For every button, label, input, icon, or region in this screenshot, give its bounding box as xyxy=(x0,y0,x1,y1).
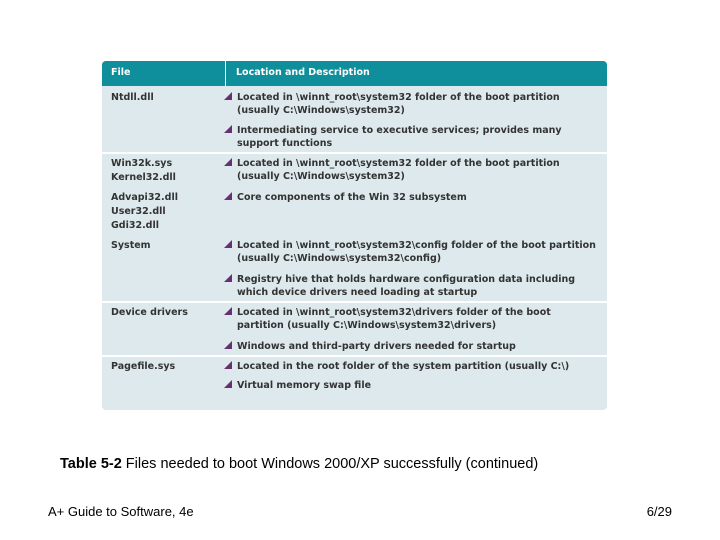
caption-text: Files needed to boot Windows 2000/XP successfully (continued) xyxy=(121,456,539,472)
files-table xyxy=(102,61,607,410)
triangle-bullet-icon xyxy=(224,341,232,349)
footer-page-number: 6/29 xyxy=(646,504,672,519)
row-divider xyxy=(102,152,607,154)
header-divider xyxy=(225,61,226,86)
header-file: File xyxy=(111,67,131,78)
table-row-file: Pagefile.sys xyxy=(111,361,176,372)
triangle-bullet-icon xyxy=(224,274,232,282)
table-row-item: Located in the root folder of the system partition (usually C:\) xyxy=(237,360,597,373)
caption-label: Table 5-2 xyxy=(60,456,122,472)
table-row-item: Intermediating service to executive services; provides many support functions xyxy=(237,124,597,150)
table-row-item: Located in \winnt_root\system32\drivers folder of the boot partition (usually C:\Windows\system32\drivers) xyxy=(237,306,597,332)
table-row-file: Gdi32.dll xyxy=(111,220,159,231)
table-row-item: Located in \winnt_root\system32 folder of the boot partition (usually C:\Windows\system32) xyxy=(237,157,597,183)
table-row-item: Registry hive that holds hardware configuration data including which device drivers need loading at startup xyxy=(237,273,597,299)
triangle-bullet-icon xyxy=(224,307,232,315)
triangle-bullet-icon xyxy=(224,380,232,388)
row-divider xyxy=(102,301,607,303)
table-row-item: Windows and third-party drivers needed for startup xyxy=(237,340,597,353)
table-row-file: Kernel32.dll xyxy=(111,172,176,183)
table-row-item: Core components of the Win 32 subsystem xyxy=(237,191,597,204)
triangle-bullet-icon xyxy=(224,240,232,248)
triangle-bullet-icon xyxy=(224,192,232,200)
triangle-bullet-icon xyxy=(224,92,232,100)
header-location: Location and Description xyxy=(236,67,370,78)
table-row-item: Located in \winnt_root\system32 folder of the boot partition (usually C:\Windows\system32) xyxy=(237,91,597,117)
table-row-item: Virtual memory swap file xyxy=(237,379,597,392)
table-row-file: System xyxy=(111,240,151,251)
table-row-file: User32.dll xyxy=(111,206,166,217)
table-row-file: Device drivers xyxy=(111,307,188,318)
table-caption xyxy=(60,456,660,472)
triangle-bullet-icon xyxy=(224,158,232,166)
table-row-item: Located in \winnt_root\system32\config folder of the boot partition (usually C:\Windows\system32\config) xyxy=(237,239,597,265)
table-row-file: Ntdll.dll xyxy=(111,92,154,103)
table-header xyxy=(102,61,607,86)
table-row-file: Win32k.sys xyxy=(111,158,173,169)
triangle-bullet-icon xyxy=(224,361,232,369)
triangle-bullet-icon xyxy=(224,125,232,133)
footer-book-title: A+ Guide to Software, 4e xyxy=(48,504,194,519)
row-divider xyxy=(102,355,607,357)
table-row-file: Advapi32.dll xyxy=(111,192,178,203)
